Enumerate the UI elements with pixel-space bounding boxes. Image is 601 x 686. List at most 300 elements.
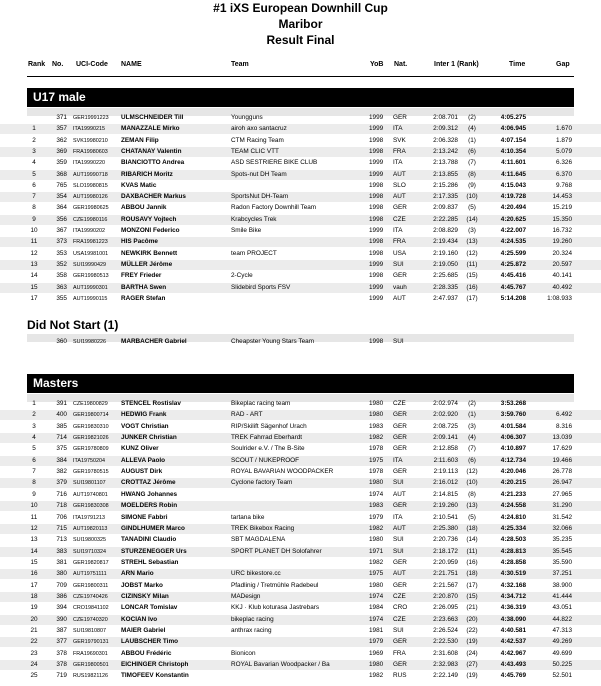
table-row xyxy=(0,467,601,477)
rank-cell: 11 xyxy=(30,513,38,521)
number-cell: 709 xyxy=(56,581,67,589)
table-row xyxy=(0,215,601,225)
intermediate-rank-cell: (5) xyxy=(468,204,476,212)
table-row xyxy=(0,260,601,270)
intermediate-time-cell: 2:20.870 xyxy=(433,592,458,600)
team-cell: Spots-nut DH Team xyxy=(231,170,287,178)
yob-cell: 1999 xyxy=(369,125,384,133)
intermediate-rank-cell: (1) xyxy=(468,411,476,419)
yob-cell: 1975 xyxy=(369,456,384,464)
number-cell: 384 xyxy=(56,456,67,464)
number-cell: 716 xyxy=(56,490,67,498)
uci-code-cell: SVK19980210 xyxy=(73,137,108,144)
time-cell: 4:25.599 xyxy=(500,249,526,257)
intermediate-time-cell: 2:26.524 xyxy=(433,627,458,634)
rider-name-cell: LONCAR Tomislav xyxy=(121,604,178,612)
intermediate-rank-cell: (4) xyxy=(468,125,476,133)
gap-cell: 26.778 xyxy=(552,468,572,476)
nation-cell: CZE xyxy=(393,215,406,223)
table-row xyxy=(0,660,601,670)
rank-cell: 5 xyxy=(32,170,36,178)
uci-code-cell: SUI19710324 xyxy=(73,548,106,555)
rider-name-cell: AUGUST Dirk xyxy=(121,468,163,476)
rider-name-cell: HWANG Johannes xyxy=(121,490,178,498)
nation-cell: GER xyxy=(393,445,407,453)
intermediate-rank-cell: (3) xyxy=(468,227,476,234)
rider-name-cell: KOCIAN Ivo xyxy=(121,615,158,623)
gap-cell: 32.066 xyxy=(552,524,572,532)
time-cell: 4:30.519 xyxy=(500,570,526,578)
nation-cell: ITA xyxy=(393,159,403,167)
rank-cell: 17 xyxy=(30,294,38,302)
team-cell: CTM Racing Team xyxy=(231,136,284,144)
uci-code-cell: AUT19990115 xyxy=(73,295,108,302)
rank-cell: 23 xyxy=(30,649,38,657)
yob-cell: 1980 xyxy=(369,479,384,487)
number-cell: 375 xyxy=(56,445,67,453)
uci-code-cell: GER19991223 xyxy=(73,115,109,121)
number-cell: 352 xyxy=(56,260,67,268)
number-cell: 369 xyxy=(56,147,67,155)
rank-cell: 11 xyxy=(30,238,38,246)
nation-cell: USA xyxy=(393,249,407,257)
nation-cell: GER xyxy=(393,114,407,121)
uci-code-cell: GER19800714 xyxy=(73,412,109,419)
rider-name-cell: MAIER Gabriel xyxy=(121,627,166,634)
intermediate-rank-cell: (19) xyxy=(466,672,478,680)
col-uci: UCI-Code xyxy=(76,61,108,68)
rider-name-cell: STREHL Sebastian xyxy=(121,558,179,566)
team-cell: TEAM CLIC VTT xyxy=(231,147,279,155)
gap-cell: 40.492 xyxy=(552,283,572,291)
uci-code-cell: GER19780809 xyxy=(73,446,109,453)
yob-cell: 1982 xyxy=(369,524,384,532)
rank-cell: 24 xyxy=(30,661,38,669)
rider-name-cell: ARN Mario xyxy=(121,570,154,578)
number-cell: 713 xyxy=(56,536,67,544)
uci-code-cell: AUT19990301 xyxy=(73,284,108,291)
uci-code-cell: GER19821026 xyxy=(73,435,109,442)
uci-code-cell: FRA19690301 xyxy=(73,650,108,657)
team-cell: KKJ · Klub koturasa Jastrebars xyxy=(231,604,320,612)
yob-cell: 1974 xyxy=(369,490,384,498)
uci-code-cell: FRA19981223 xyxy=(73,239,108,246)
uci-code-cell: AUT19751111 xyxy=(73,571,107,578)
rank-cell: 9 xyxy=(32,490,36,498)
time-cell: 4:20.625 xyxy=(500,215,526,223)
number-cell: 706 xyxy=(56,513,67,521)
intermediate-rank-cell: (20) xyxy=(466,615,478,623)
intermediate-time-cell: 2:32.983 xyxy=(433,661,458,669)
number-cell: 373 xyxy=(56,238,67,246)
rank-cell: 16 xyxy=(30,570,38,578)
nation-cell: GER xyxy=(393,422,407,430)
rank-cell: 20 xyxy=(30,615,38,623)
number-cell: 363 xyxy=(56,283,67,291)
uci-code-cell: AUT19990718 xyxy=(73,171,108,178)
table-row xyxy=(0,181,601,191)
gap-cell: 6.492 xyxy=(556,411,572,419)
number-cell: 377 xyxy=(56,638,67,646)
table-row xyxy=(0,113,601,123)
table-row xyxy=(0,124,601,134)
nation-cell: SUI xyxy=(393,547,404,555)
yob-cell: 1979 xyxy=(369,513,384,521)
table-row xyxy=(0,337,601,347)
intermediate-rank-cell: (6) xyxy=(468,147,476,155)
time-cell: 4:19.728 xyxy=(500,193,526,201)
nation-cell: GER xyxy=(393,468,407,476)
gap-cell: 15.350 xyxy=(552,215,572,223)
uci-code-cell: CRO19841102 xyxy=(73,605,109,612)
rider-name-cell: VOGT Christian xyxy=(121,422,169,430)
rank-cell: 3 xyxy=(32,422,36,430)
gap-cell: 20.597 xyxy=(552,260,572,268)
table-row xyxy=(0,147,601,157)
rank-cell: 5 xyxy=(32,445,36,453)
intermediate-rank-cell: (9) xyxy=(468,181,476,189)
number-cell: 387 xyxy=(56,627,67,634)
yob-cell: 1969 xyxy=(369,649,384,657)
table-row xyxy=(0,581,601,591)
nation-cell: SUI xyxy=(393,479,404,487)
intermediate-rank-cell: (22) xyxy=(466,627,478,634)
intermediate-rank-cell: (1) xyxy=(468,136,476,144)
rider-name-cell: ABBOU Jannik xyxy=(121,204,167,212)
number-cell: 714 xyxy=(56,434,67,442)
uci-code-cell: SUI19810807 xyxy=(73,628,106,634)
nation-cell: GER xyxy=(393,661,407,669)
rider-name-cell: MONZONI Federico xyxy=(121,227,180,234)
gap-cell: 6.370 xyxy=(556,170,572,178)
number-cell: 358 xyxy=(56,272,67,280)
intermediate-time-cell: 2:19.434 xyxy=(433,238,458,246)
rider-name-cell: STENCEL Rostislav xyxy=(121,400,181,407)
time-cell: 4:21.233 xyxy=(500,490,526,498)
table-row xyxy=(0,271,601,281)
yob-cell: 1983 xyxy=(369,502,384,510)
rank-cell: 21 xyxy=(30,627,38,634)
rank-cell: 8 xyxy=(32,479,36,487)
yob-cell: 1998 xyxy=(369,136,384,144)
nation-cell: FRA xyxy=(393,147,406,155)
intermediate-time-cell: 2:14.815 xyxy=(433,490,458,498)
table-row xyxy=(0,456,601,466)
intermediate-time-cell: 2:22.285 xyxy=(433,215,458,223)
nation-cell: CRO xyxy=(393,604,408,612)
rank-cell: 17 xyxy=(30,581,38,589)
yob-cell: 1984 xyxy=(369,604,384,612)
table-row xyxy=(0,410,601,420)
intermediate-time-cell: 2:19.160 xyxy=(433,249,458,257)
yob-cell: 1980 xyxy=(369,581,384,589)
nation-cell: GER xyxy=(393,272,407,280)
team-cell: bikeplac racing xyxy=(231,615,274,623)
yob-cell: 1998 xyxy=(369,204,384,212)
number-cell: 385 xyxy=(56,422,67,430)
number-cell: 367 xyxy=(56,227,67,234)
rank-cell: 12 xyxy=(30,524,38,532)
gap-cell: 49.699 xyxy=(552,649,572,657)
time-cell: 4:20.494 xyxy=(500,204,526,212)
uci-code-cell: ITA19990202 xyxy=(73,228,105,234)
rider-name-cell: RAGER Stefan xyxy=(121,294,166,302)
nation-cell: ITA xyxy=(393,456,403,464)
gap-cell: 13.039 xyxy=(552,434,572,442)
yob-cell: 1980 xyxy=(369,400,384,407)
number-cell: 394 xyxy=(56,604,67,612)
team-cell: tartana bike xyxy=(231,513,265,521)
time-cell: 4:38.090 xyxy=(500,615,526,623)
team-cell: TREK Fahrrad Eberhardt xyxy=(231,434,303,442)
section-title-u17: U17 male xyxy=(33,90,86,104)
team-cell: Bikeplac racing team xyxy=(231,400,291,407)
rank-cell: 9 xyxy=(32,215,36,223)
time-cell: 4:28.813 xyxy=(500,547,526,555)
time-cell: 3:53.268 xyxy=(500,400,526,407)
table-row xyxy=(0,203,601,213)
intermediate-rank-cell: (18) xyxy=(466,524,478,532)
gap-cell: 40.141 xyxy=(552,272,572,280)
uci-code-cell: CZE19740320 xyxy=(73,616,108,623)
uci-code-cell: CZE19980116 xyxy=(73,216,108,223)
table-row xyxy=(0,136,601,146)
table-row xyxy=(0,603,601,613)
yob-cell: 1998 xyxy=(369,193,384,201)
nation-cell: ITA xyxy=(393,227,403,234)
uci-code-cell: AUT19820113 xyxy=(73,525,108,532)
uci-code-cell: ITA19750204 xyxy=(73,457,105,464)
nation-cell: GER xyxy=(393,502,407,510)
number-cell: 371 xyxy=(56,114,67,121)
yob-cell: 1999 xyxy=(369,227,384,234)
uci-code-cell: GER19980625 xyxy=(73,205,109,212)
nation-cell: CZE xyxy=(393,400,406,407)
number-cell: 357 xyxy=(56,125,67,133)
intermediate-rank-cell: (15) xyxy=(466,272,478,280)
gap-cell: 6.326 xyxy=(556,159,572,167)
nation-cell: AUT xyxy=(393,570,406,578)
yob-cell: 1974 xyxy=(369,615,384,623)
uci-code-cell: GER19820817 xyxy=(73,559,109,566)
table-row xyxy=(0,558,601,568)
col-time: Time xyxy=(509,61,526,68)
rank-cell: 3 xyxy=(32,147,36,155)
time-cell: 4:06.307 xyxy=(500,434,526,442)
intermediate-time-cell: 2:28.335 xyxy=(433,283,458,291)
team-cell: Krabcycles Trek xyxy=(231,215,277,223)
rank-cell: 6 xyxy=(32,456,36,464)
intermediate-rank-cell: (24) xyxy=(466,649,478,657)
intermediate-rank-cell: (8) xyxy=(468,490,476,498)
team-cell: Radon Factory Downhill Team xyxy=(231,204,317,212)
rider-name-cell: RIBARICH Moritz xyxy=(121,170,173,178)
time-cell: 4:20.046 xyxy=(500,468,526,476)
team-cell: 2-Cycle xyxy=(231,272,253,280)
rank-cell: 14 xyxy=(30,547,38,555)
nation-cell: ITA xyxy=(393,513,403,521)
time-cell: 4:28.503 xyxy=(500,536,526,544)
nation-cell: SUI xyxy=(393,338,404,345)
nation-cell: GER xyxy=(393,581,407,589)
intermediate-time-cell: 2:11.603 xyxy=(433,456,458,464)
table-row xyxy=(0,513,601,523)
intermediate-time-cell: 2:09.141 xyxy=(433,434,458,442)
yob-cell: 1998 xyxy=(369,272,384,280)
team-cell: Soulrider e.V. / The B-Site xyxy=(231,445,305,453)
rider-name-cell: GINDLHUMER Marco xyxy=(121,524,185,532)
uci-code-cell: SUI19990429 xyxy=(73,261,106,268)
intermediate-time-cell: 2:13.242 xyxy=(433,147,458,155)
rider-name-cell: CHATANAY Valentin xyxy=(121,147,182,155)
gap-cell: 19.260 xyxy=(552,238,572,246)
nation-cell: GER xyxy=(393,558,407,566)
uci-code-cell: RUS19821126 xyxy=(73,673,108,680)
number-cell: 765 xyxy=(56,181,67,189)
intermediate-time-cell: 2:47.937 xyxy=(433,294,458,302)
yob-cell: 1998 xyxy=(369,238,384,246)
gap-cell: 27.965 xyxy=(552,490,572,498)
nation-cell: GER xyxy=(393,411,407,419)
rank-cell: 1 xyxy=(32,400,36,407)
team-cell: anthrax racing xyxy=(231,627,272,634)
rider-name-cell: CIZINSKY Milan xyxy=(121,592,169,600)
gap-cell: 43.051 xyxy=(552,604,572,612)
number-cell: 719 xyxy=(56,672,67,680)
time-cell: 4:25.334 xyxy=(500,524,526,532)
intermediate-rank-cell: (16) xyxy=(466,283,478,291)
table-row xyxy=(0,524,601,534)
rank-cell: 13 xyxy=(30,536,38,544)
uci-code-cell: USA19981001 xyxy=(73,250,109,257)
rider-name-cell: HEDWIG Frank xyxy=(121,411,167,419)
time-cell: 3:59.760 xyxy=(500,411,526,419)
gap-cell: 44.822 xyxy=(552,615,572,623)
table-row xyxy=(0,592,601,602)
intermediate-time-cell: 2:23.663 xyxy=(433,615,458,623)
gap-cell: 1.879 xyxy=(556,136,572,144)
intermediate-time-cell: 2:17.335 xyxy=(433,193,458,201)
team-cell: team PROJECT xyxy=(231,249,277,257)
rider-name-cell: BARTHA Swen xyxy=(121,283,167,291)
time-cell: 4:43.493 xyxy=(500,661,526,669)
gap-cell: 52.501 xyxy=(552,672,572,680)
col-gap: Gap xyxy=(556,61,570,68)
gap-cell: 1:08.933 xyxy=(547,294,572,302)
col-no: No. xyxy=(52,61,64,68)
team-cell: SCOUT / NUKEPROOF xyxy=(231,456,300,464)
time-cell: 4:06.945 xyxy=(500,125,526,133)
time-cell: 4:34.712 xyxy=(500,592,526,600)
yob-cell: 1971 xyxy=(369,547,384,555)
gap-cell: 37.251 xyxy=(552,570,572,578)
uci-code-cell: SUI19800325 xyxy=(73,537,106,544)
number-cell: 718 xyxy=(56,502,67,510)
intermediate-rank-cell: (2) xyxy=(468,114,476,121)
nation-cell: ITA xyxy=(393,125,403,133)
time-cell: 4:42.537 xyxy=(500,638,526,646)
time-cell: 4:40.581 xyxy=(500,627,526,634)
table-row xyxy=(0,283,601,293)
gap-cell: 8.316 xyxy=(556,422,572,430)
intermediate-time-cell: 2:22.530 xyxy=(433,638,458,646)
rank-cell: 10 xyxy=(30,502,38,510)
time-cell: 4:45.767 xyxy=(500,283,526,291)
intermediate-rank-cell: (12) xyxy=(466,249,478,257)
rank-cell: 15 xyxy=(30,558,38,566)
table-row xyxy=(0,615,601,625)
intermediate-time-cell: 2:15.286 xyxy=(433,181,458,189)
yob-cell: 1978 xyxy=(369,468,384,476)
intermediate-rank-cell: (17) xyxy=(466,294,478,302)
rider-name-cell: TANADINI Claudio xyxy=(121,536,177,544)
time-cell: 4:01.584 xyxy=(500,422,526,430)
uci-code-cell: FRA19980603 xyxy=(73,148,108,155)
rank-cell: 6 xyxy=(32,181,36,189)
col-name: NAME xyxy=(121,61,142,68)
uci-code-cell: ITA19990220 xyxy=(73,160,105,167)
intermediate-rank-cell: (12) xyxy=(466,468,478,476)
intermediate-rank-cell: (13) xyxy=(466,238,478,246)
uci-code-cell: GER19980513 xyxy=(73,273,109,280)
yob-cell: 1980 xyxy=(369,661,384,669)
gap-cell: 5.079 xyxy=(556,147,572,155)
yob-cell: 1979 xyxy=(369,638,384,646)
gap-cell: 15.219 xyxy=(552,204,572,212)
team-cell: Smile Bike xyxy=(231,227,262,234)
rider-name-cell: KVAS Matic xyxy=(121,181,157,189)
number-cell: 362 xyxy=(56,136,67,144)
rider-name-cell: CROTTAZ Jérôme xyxy=(121,479,176,487)
time-cell: 4:10.354 xyxy=(500,147,526,155)
intermediate-time-cell: 2:21.751 xyxy=(433,570,458,578)
gap-cell: 17.629 xyxy=(552,445,572,453)
rank-cell: 4 xyxy=(32,434,36,442)
nation-cell: AUT xyxy=(393,170,406,178)
number-cell: 386 xyxy=(56,592,67,600)
number-cell: 715 xyxy=(56,524,67,532)
rank-cell: 7 xyxy=(32,193,36,201)
intermediate-rank-cell: (16) xyxy=(466,558,478,566)
gap-cell: 38.900 xyxy=(552,581,572,589)
yob-cell: 1981 xyxy=(369,627,384,634)
team-cell: MADesign xyxy=(231,592,261,600)
rider-name-cell: ZEMAN Filip xyxy=(121,136,159,144)
rank-cell: 1 xyxy=(32,125,36,133)
rank-cell: 18 xyxy=(30,592,38,600)
col-yob: YoB xyxy=(370,61,384,68)
rider-name-cell: JOBST Marko xyxy=(121,581,163,589)
rank-cell: 15 xyxy=(30,283,38,291)
intermediate-rank-cell: (11) xyxy=(466,547,478,555)
team-cell: Youngguns xyxy=(231,114,263,121)
team-cell: airoh axo santacruz xyxy=(231,125,287,133)
intermediate-time-cell: 2:19.260 xyxy=(433,502,458,510)
nation-cell: SLO xyxy=(393,181,406,189)
nation-cell: SUI xyxy=(393,260,404,268)
table-row xyxy=(0,637,601,647)
intermediate-rank-cell: (27) xyxy=(466,661,478,669)
rider-name-cell: EICHINGER Christoph xyxy=(121,661,189,669)
rank-cell: 22 xyxy=(30,638,38,646)
nation-cell: GER xyxy=(393,638,407,646)
intermediate-rank-cell: (2) xyxy=(468,400,476,407)
dns-title: Did Not Start (1) xyxy=(27,318,119,332)
gap-cell: 1.670 xyxy=(556,125,572,133)
uci-code-cell: SUI19801107 xyxy=(73,480,106,487)
table-row xyxy=(0,226,601,236)
table-row xyxy=(0,649,601,659)
